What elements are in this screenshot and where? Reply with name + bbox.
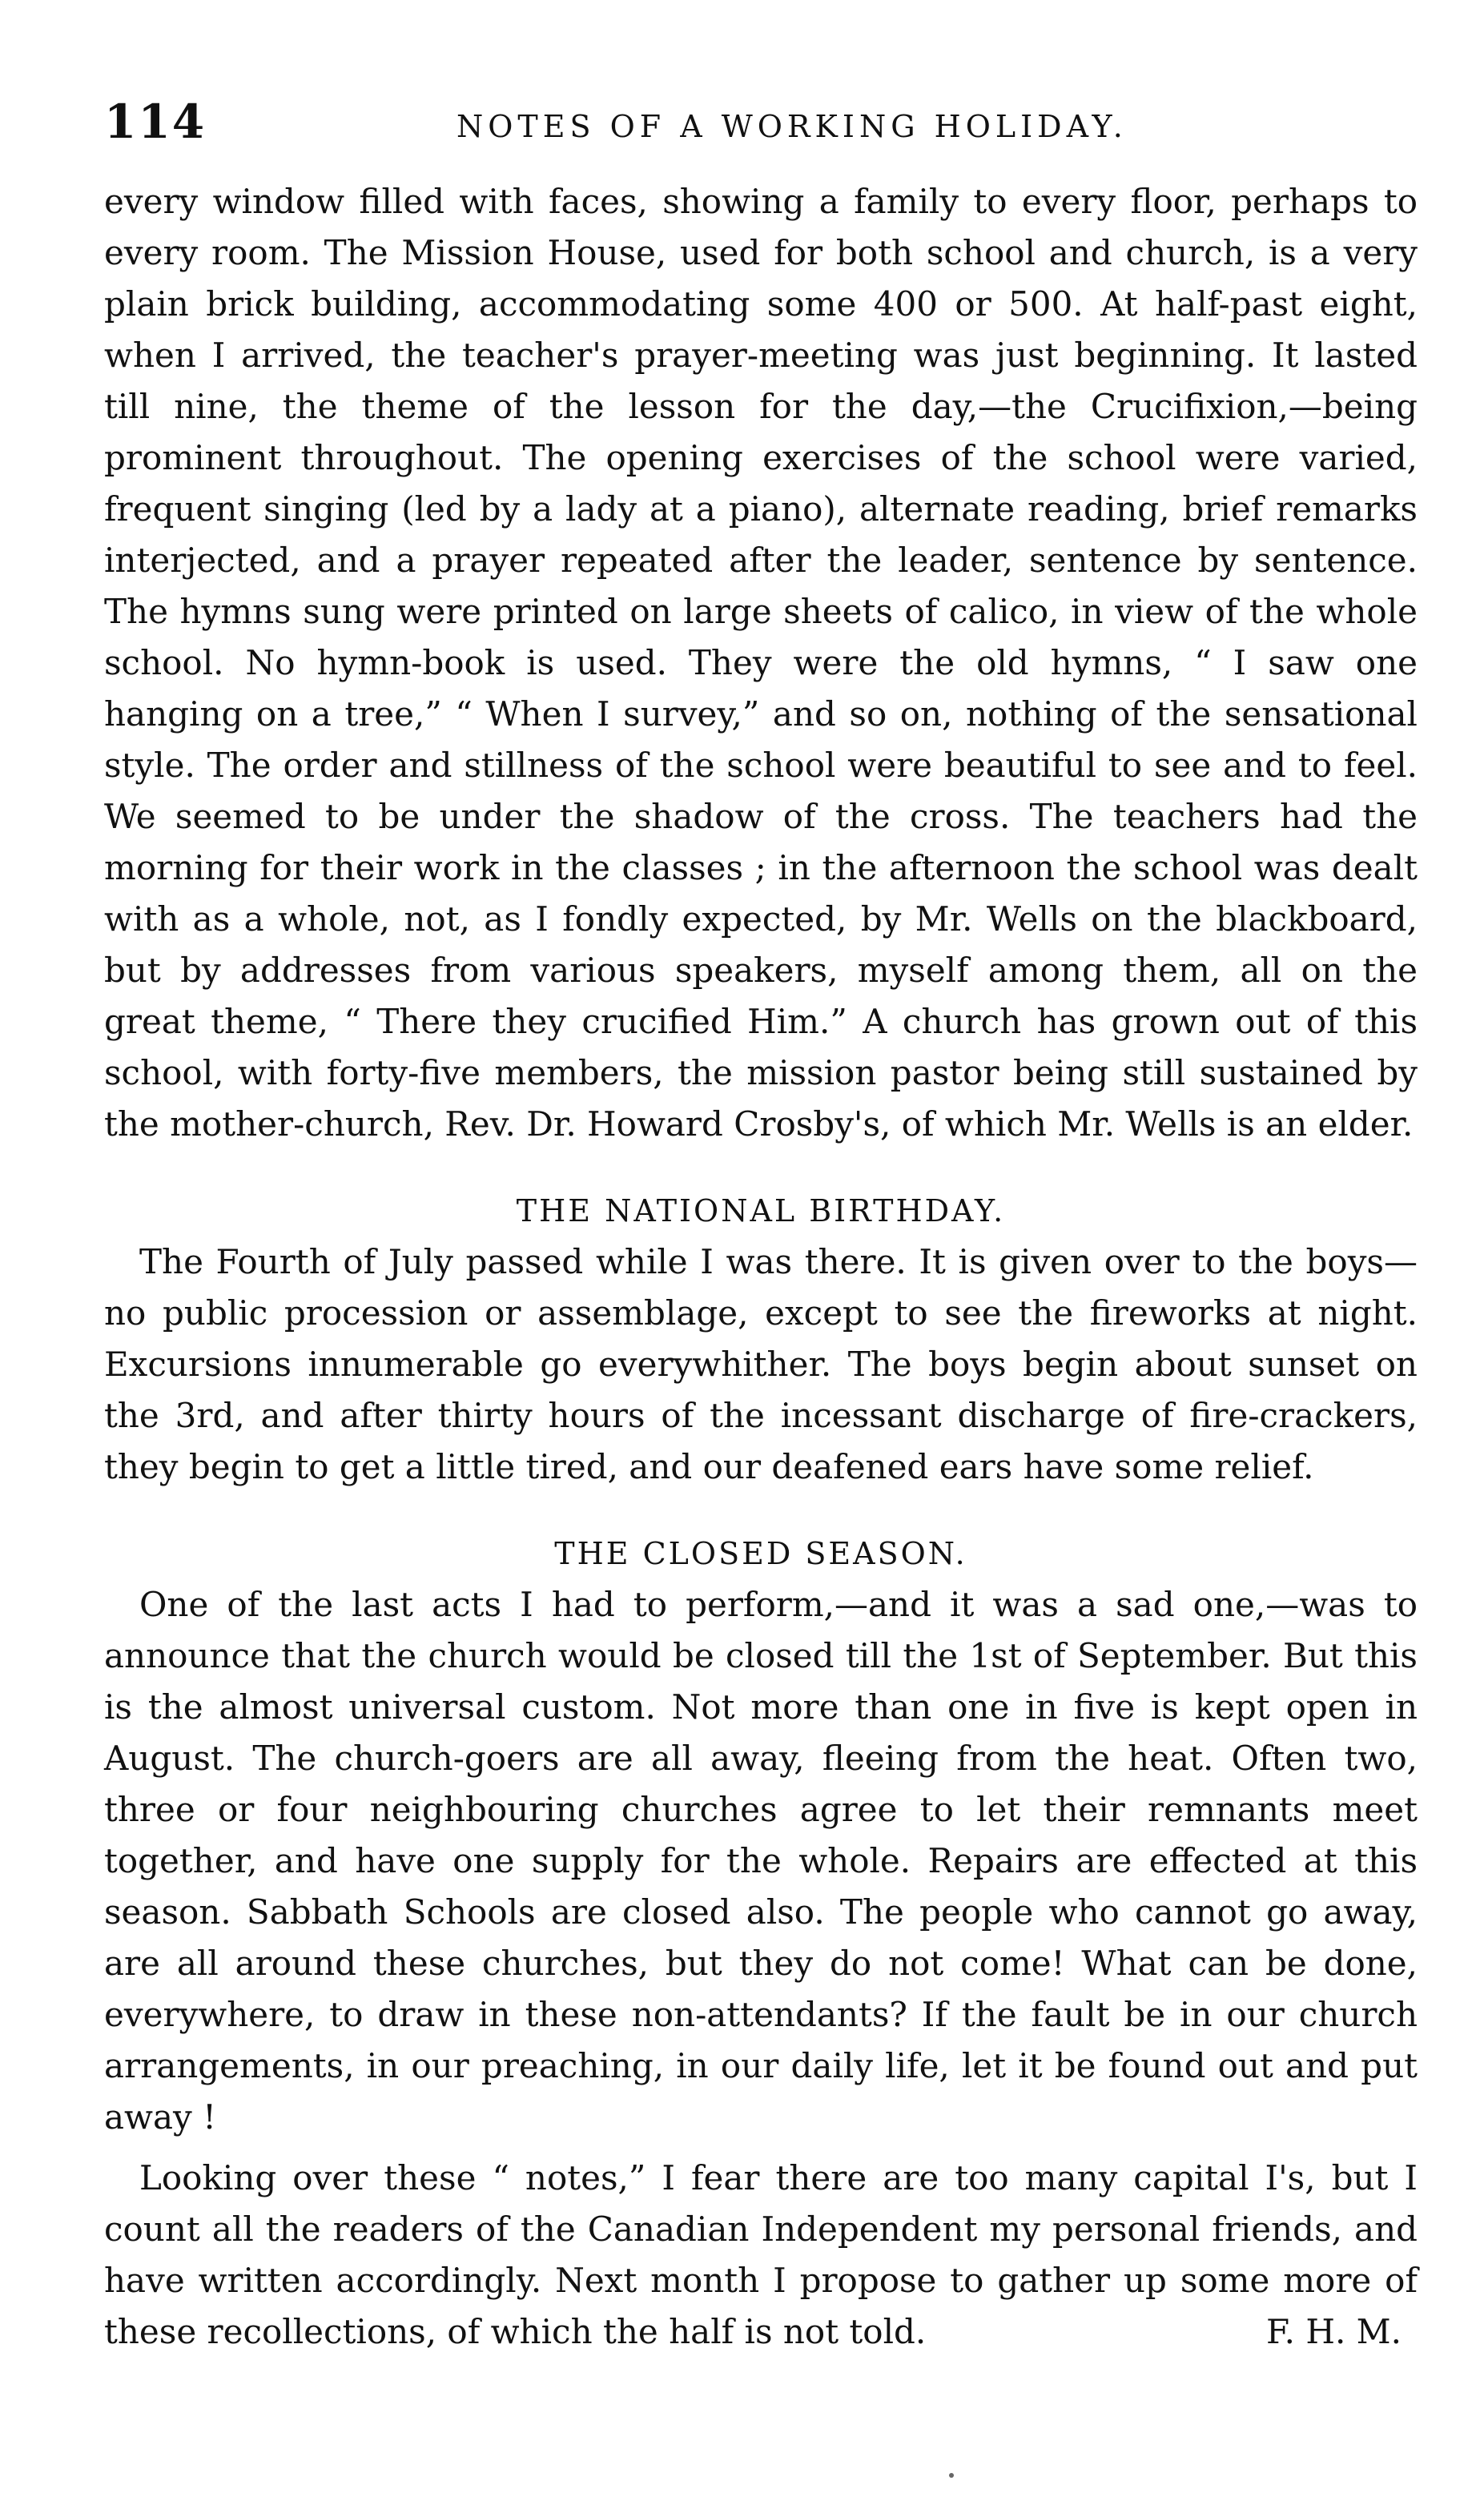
heading-closed-season: THE CLOSED SEASON. <box>554 1536 967 1571</box>
paragraph-fourth-of-july: The Fourth of July passed while I was there. It is given over to the boys—no public procession or assemblage, except to see the fireworks at night. Excursions innumerable go everywhither. The boys begin about sunset on the 3rd, and after thirty hours of the incessant discharge of fire-crackers, they begin to get a little tired, and our deafened ears have some relief. <box>104 1242 1418 1486</box>
heading-national-birthday: THE NATIONAL BIRTHDAY. <box>516 1193 1006 1228</box>
running-title: NOTES OF A WORKING HOLIDAY. <box>456 109 1128 144</box>
body-text <box>104 176 1418 2358</box>
signature: F. H. M. <box>1266 2312 1402 2351</box>
paragraph-closed-season: One of the last acts I had to perform,—and it was a sad one,—was to announce that the church would be closed till the 1st of September. But this is the almost universal custom. Not more than one in five is kept open in August. The church-goers are all away, fleeing from the heat. Often two, three or four neighbouring churches agree to let their remnants meet together, and have one supply for the whole. Repairs are effected at this season. Sabbath Schools are closed also. The people who cannot go away, are all around these churches, but they do not come! What can be done, everywhere, to draw in these non-attendants? If the fault be in our church arrangements, in our preaching, in our daily life, let it be found out and put away ! <box>104 1585 1418 2137</box>
ink-speck <box>949 2473 954 2478</box>
paragraph-closing-note <box>104 2153 1418 2358</box>
running-head <box>96 94 1418 159</box>
paragraph-mission-house: every window filled with faces, showing a family to every floor, perhaps to every room. The Mission House, used for both school and church, is a very plain brick building, accommodating some 400 or 500. At half-past eight, when I arrived, the teacher's prayer-meeting was just beginning. It lasted till nine, the theme of the lesson for the day,—the Crucifixion,—being prominent throughout. The opening exercises of the school were varied, frequent singing (led by a lady at a piano), alternate reading, brief remarks interjected, and a prayer repeated after the leader, sentence by sentence. The hymns sung were printed on large sheets of calico, in view of the whole school. No hymn-book is used. They were the old hymns, “ I saw one hanging on a tree,” “ When I survey,” and so on, nothing of the sensational style. The order and stillness of the school were beautiful to see and to feel. We seemed to be under the shadow of the cross. The teachers had the morning for their work in the classes ; in the afternoon the school was dealt with as a whole, not, as I fondly expected, by Mr. Wells on the blackboard, but by addresses from various speakers, myself among them, all on the great theme, “ There they crucified Him.” A church has grown out of this school, with forty-five members, the mission pastor being still sustained by the mother-church, Rev. Dr. Howard Crosby's, of which Mr. Wells is an elder. <box>104 182 1418 1144</box>
closing-note-text: Looking over these “ notes,” I fear there are too many capital I's, but I count all the readers of the Canadian Independent my personal friends, and have written accordingly. Next month I propose to gather up some more of these recollections, of which the half is not told. <box>104 2158 1418 2351</box>
page-number: 114 <box>104 94 207 149</box>
